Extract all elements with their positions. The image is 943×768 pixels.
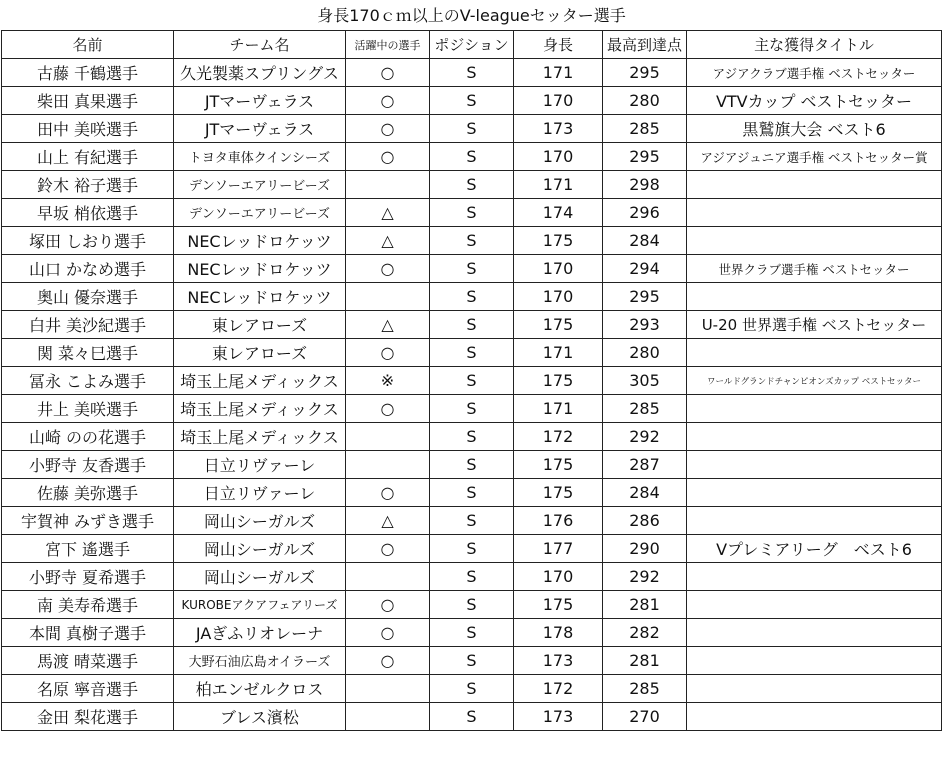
- height-cell: 178: [514, 619, 603, 647]
- player-name-cell: 小野寺 友香選手: [2, 451, 174, 479]
- active-mark-cell: ○: [346, 535, 430, 563]
- table-row: [2, 395, 942, 423]
- position-cell: S: [430, 507, 514, 535]
- table-row: [2, 563, 942, 591]
- position-cell: S: [430, 311, 514, 339]
- position-cell: S: [430, 115, 514, 143]
- title-cell: [687, 171, 942, 199]
- header-active: 活躍中の選手: [346, 31, 430, 59]
- reach-cell: 298: [603, 171, 687, 199]
- active-mark-cell: △: [346, 311, 430, 339]
- reach-cell: 292: [603, 563, 687, 591]
- player-name-cell: 南 美寿希選手: [2, 591, 174, 619]
- team-cell: 岡山シーガルズ: [174, 563, 346, 591]
- table-row: [2, 647, 942, 675]
- player-name-cell: 関 菜々巳選手: [2, 339, 174, 367]
- header-team: チーム名: [174, 31, 346, 59]
- position-cell: S: [430, 87, 514, 115]
- active-mark-cell: [346, 703, 430, 731]
- height-cell: 173: [514, 115, 603, 143]
- reach-cell: 281: [603, 647, 687, 675]
- active-mark-cell: ※: [346, 367, 430, 395]
- title-cell: [687, 451, 942, 479]
- height-cell: 170: [514, 563, 603, 591]
- active-mark-cell: [346, 451, 430, 479]
- header-row: [2, 31, 942, 59]
- table-row: [2, 451, 942, 479]
- position-cell: S: [430, 143, 514, 171]
- active-mark-cell: [346, 171, 430, 199]
- reach-cell: 295: [603, 283, 687, 311]
- title-cell: アジアクラブ選手権 ベストセッター: [687, 59, 942, 87]
- active-mark-cell: ○: [346, 591, 430, 619]
- reach-cell: 282: [603, 619, 687, 647]
- table-row: [2, 703, 942, 731]
- table-row: [2, 339, 942, 367]
- title-cell: [687, 647, 942, 675]
- title-cell: U-20 世界選手権 ベストセッター: [687, 311, 942, 339]
- team-cell: 東レアローズ: [174, 339, 346, 367]
- player-name-cell: 山上 有紀選手: [2, 143, 174, 171]
- team-cell: JTマーヴェラス: [174, 87, 346, 115]
- height-cell: 175: [514, 367, 603, 395]
- table-row: [2, 171, 942, 199]
- reach-cell: 286: [603, 507, 687, 535]
- active-mark-cell: ○: [346, 143, 430, 171]
- team-cell: JTマーヴェラス: [174, 115, 346, 143]
- reach-cell: 290: [603, 535, 687, 563]
- position-cell: S: [430, 395, 514, 423]
- player-name-cell: 山口 かなめ選手: [2, 255, 174, 283]
- position-cell: S: [430, 451, 514, 479]
- team-cell: 埼玉上尾メディックス: [174, 423, 346, 451]
- title-cell: アジアジュニア選手権 ベストセッター賞: [687, 143, 942, 171]
- table-row: [2, 675, 942, 703]
- position-cell: S: [430, 423, 514, 451]
- height-cell: 175: [514, 227, 603, 255]
- active-mark-cell: [346, 563, 430, 591]
- title-cell: [687, 479, 942, 507]
- player-name-cell: 鈴木 裕子選手: [2, 171, 174, 199]
- reach-cell: 295: [603, 59, 687, 87]
- reach-cell: 284: [603, 479, 687, 507]
- position-cell: S: [430, 591, 514, 619]
- setter-table: [1, 30, 942, 731]
- page-title: 身長170ｃｍ以上のV-leagueセッター選手: [317, 6, 626, 25]
- table-row: [2, 507, 942, 535]
- title-cell: [687, 563, 942, 591]
- height-cell: 170: [514, 283, 603, 311]
- height-cell: 175: [514, 311, 603, 339]
- player-name-cell: 塚田 しおり選手: [2, 227, 174, 255]
- reach-cell: 305: [603, 367, 687, 395]
- height-cell: 173: [514, 647, 603, 675]
- player-name-cell: 白井 美沙紀選手: [2, 311, 174, 339]
- reach-cell: 270: [603, 703, 687, 731]
- table-row: [2, 619, 942, 647]
- team-cell: NECレッドロケッツ: [174, 283, 346, 311]
- team-cell: デンソーエアリービーズ: [174, 199, 346, 227]
- height-cell: 174: [514, 199, 603, 227]
- header-name: 名前: [2, 31, 174, 59]
- title-cell: [687, 199, 942, 227]
- team-cell: NECレッドロケッツ: [174, 255, 346, 283]
- title-cell: 世界クラブ選手権 ベストセッター: [687, 255, 942, 283]
- header-reach: 最高到達点: [603, 31, 687, 59]
- position-cell: S: [430, 59, 514, 87]
- table-row: [2, 255, 942, 283]
- team-cell: 日立リヴァーレ: [174, 479, 346, 507]
- table-row: [2, 367, 942, 395]
- reach-cell: 296: [603, 199, 687, 227]
- height-cell: 170: [514, 255, 603, 283]
- title-cell: [687, 703, 942, 731]
- position-cell: S: [430, 535, 514, 563]
- player-name-cell: 山崎 のの花選手: [2, 423, 174, 451]
- title-cell: [687, 339, 942, 367]
- title-cell: [687, 227, 942, 255]
- active-mark-cell: [346, 675, 430, 703]
- position-cell: S: [430, 619, 514, 647]
- team-cell: 岡山シーガルズ: [174, 535, 346, 563]
- active-mark-cell: ○: [346, 619, 430, 647]
- height-cell: 171: [514, 339, 603, 367]
- table-row: [2, 143, 942, 171]
- active-mark-cell: ○: [346, 115, 430, 143]
- title-cell: VTVカップ ベストセッター: [687, 87, 942, 115]
- active-mark-cell: △: [346, 199, 430, 227]
- height-cell: 175: [514, 451, 603, 479]
- title-cell: [687, 591, 942, 619]
- height-cell: 170: [514, 87, 603, 115]
- height-cell: 177: [514, 535, 603, 563]
- player-name-cell: 古藤 千鶴選手: [2, 59, 174, 87]
- position-cell: S: [430, 367, 514, 395]
- player-name-cell: 小野寺 夏希選手: [2, 563, 174, 591]
- position-cell: S: [430, 647, 514, 675]
- height-cell: 173: [514, 703, 603, 731]
- team-cell: KUROBEアクアフェアリーズ: [174, 591, 346, 619]
- table-row: [2, 87, 942, 115]
- team-cell: 日立リヴァーレ: [174, 451, 346, 479]
- table-row: [2, 591, 942, 619]
- header-titles: 主な獲得タイトル: [687, 31, 942, 59]
- active-mark-cell: △: [346, 507, 430, 535]
- position-cell: S: [430, 675, 514, 703]
- active-mark-cell: △: [346, 227, 430, 255]
- team-cell: 東レアローズ: [174, 311, 346, 339]
- team-cell: 柏エンゼルクロス: [174, 675, 346, 703]
- height-cell: 175: [514, 479, 603, 507]
- active-mark-cell: [346, 283, 430, 311]
- height-cell: 175: [514, 591, 603, 619]
- player-name-cell: 馬渡 晴菜選手: [2, 647, 174, 675]
- table-row: [2, 283, 942, 311]
- title-cell: [687, 395, 942, 423]
- player-name-cell: 佐藤 美弥選手: [2, 479, 174, 507]
- height-cell: 171: [514, 395, 603, 423]
- height-cell: 172: [514, 423, 603, 451]
- reach-cell: 280: [603, 87, 687, 115]
- position-cell: S: [430, 479, 514, 507]
- active-mark-cell: [346, 423, 430, 451]
- position-cell: S: [430, 199, 514, 227]
- position-cell: S: [430, 703, 514, 731]
- player-name-cell: 奥山 優奈選手: [2, 283, 174, 311]
- height-cell: 176: [514, 507, 603, 535]
- reach-cell: 285: [603, 675, 687, 703]
- team-cell: 岡山シーガルズ: [174, 507, 346, 535]
- team-cell: 久光製薬スプリングス: [174, 59, 346, 87]
- title-cell: Vプレミアリーグ ベスト6: [687, 535, 942, 563]
- reach-cell: 284: [603, 227, 687, 255]
- table-row: [2, 199, 942, 227]
- team-cell: 埼玉上尾メディックス: [174, 367, 346, 395]
- player-name-cell: 宮下 遙選手: [2, 535, 174, 563]
- table-row: [2, 479, 942, 507]
- height-cell: 170: [514, 143, 603, 171]
- header-height: 身長: [514, 31, 603, 59]
- team-cell: NECレッドロケッツ: [174, 227, 346, 255]
- active-mark-cell: ○: [346, 395, 430, 423]
- height-cell: 171: [514, 171, 603, 199]
- table-row: [2, 115, 942, 143]
- position-cell: S: [430, 171, 514, 199]
- reach-cell: 285: [603, 395, 687, 423]
- player-name-cell: 本間 真樹子選手: [2, 619, 174, 647]
- position-cell: S: [430, 563, 514, 591]
- reach-cell: 280: [603, 339, 687, 367]
- reach-cell: 281: [603, 591, 687, 619]
- player-name-cell: 井上 美咲選手: [2, 395, 174, 423]
- player-name-cell: 早坂 梢依選手: [2, 199, 174, 227]
- reach-cell: 292: [603, 423, 687, 451]
- table-row: [2, 227, 942, 255]
- table-row: [2, 535, 942, 563]
- title-cell: 黒鷲旗大会 ベスト6: [687, 115, 942, 143]
- team-cell: トヨタ車体クインシーズ: [174, 143, 346, 171]
- title-cell: [687, 619, 942, 647]
- team-cell: ブレス濱松: [174, 703, 346, 731]
- height-cell: 172: [514, 675, 603, 703]
- active-mark-cell: ○: [346, 255, 430, 283]
- title-cell: [687, 507, 942, 535]
- team-cell: 大野石油広島オイラーズ: [174, 647, 346, 675]
- title-cell: [687, 423, 942, 451]
- active-mark-cell: ○: [346, 647, 430, 675]
- table-row: [2, 311, 942, 339]
- title-cell: [687, 283, 942, 311]
- reach-cell: 287: [603, 451, 687, 479]
- player-name-cell: 田中 美咲選手: [2, 115, 174, 143]
- team-cell: 埼玉上尾メディックス: [174, 395, 346, 423]
- player-name-cell: 柴田 真果選手: [2, 87, 174, 115]
- reach-cell: 293: [603, 311, 687, 339]
- position-cell: S: [430, 255, 514, 283]
- position-cell: S: [430, 283, 514, 311]
- reach-cell: 294: [603, 255, 687, 283]
- header-position: ポジション: [430, 31, 514, 59]
- player-name-cell: 冨永 こよみ選手: [2, 367, 174, 395]
- active-mark-cell: ○: [346, 87, 430, 115]
- table-row: [2, 423, 942, 451]
- height-cell: 171: [514, 59, 603, 87]
- active-mark-cell: ○: [346, 479, 430, 507]
- player-name-cell: 宇賀神 みずき選手: [2, 507, 174, 535]
- title-cell: [687, 675, 942, 703]
- team-cell: デンソーエアリービーズ: [174, 171, 346, 199]
- player-name-cell: 名原 寧音選手: [2, 675, 174, 703]
- player-name-cell: 金田 梨花選手: [2, 703, 174, 731]
- title-cell: ワールドグランドチャンピオンズカップ ベストセッター: [687, 367, 942, 395]
- position-cell: S: [430, 339, 514, 367]
- table-row: [2, 59, 942, 87]
- team-cell: JAぎふリオレーナ: [174, 619, 346, 647]
- reach-cell: 295: [603, 143, 687, 171]
- active-mark-cell: ○: [346, 59, 430, 87]
- position-cell: S: [430, 227, 514, 255]
- table-body: [2, 59, 942, 731]
- reach-cell: 285: [603, 115, 687, 143]
- active-mark-cell: ○: [346, 339, 430, 367]
